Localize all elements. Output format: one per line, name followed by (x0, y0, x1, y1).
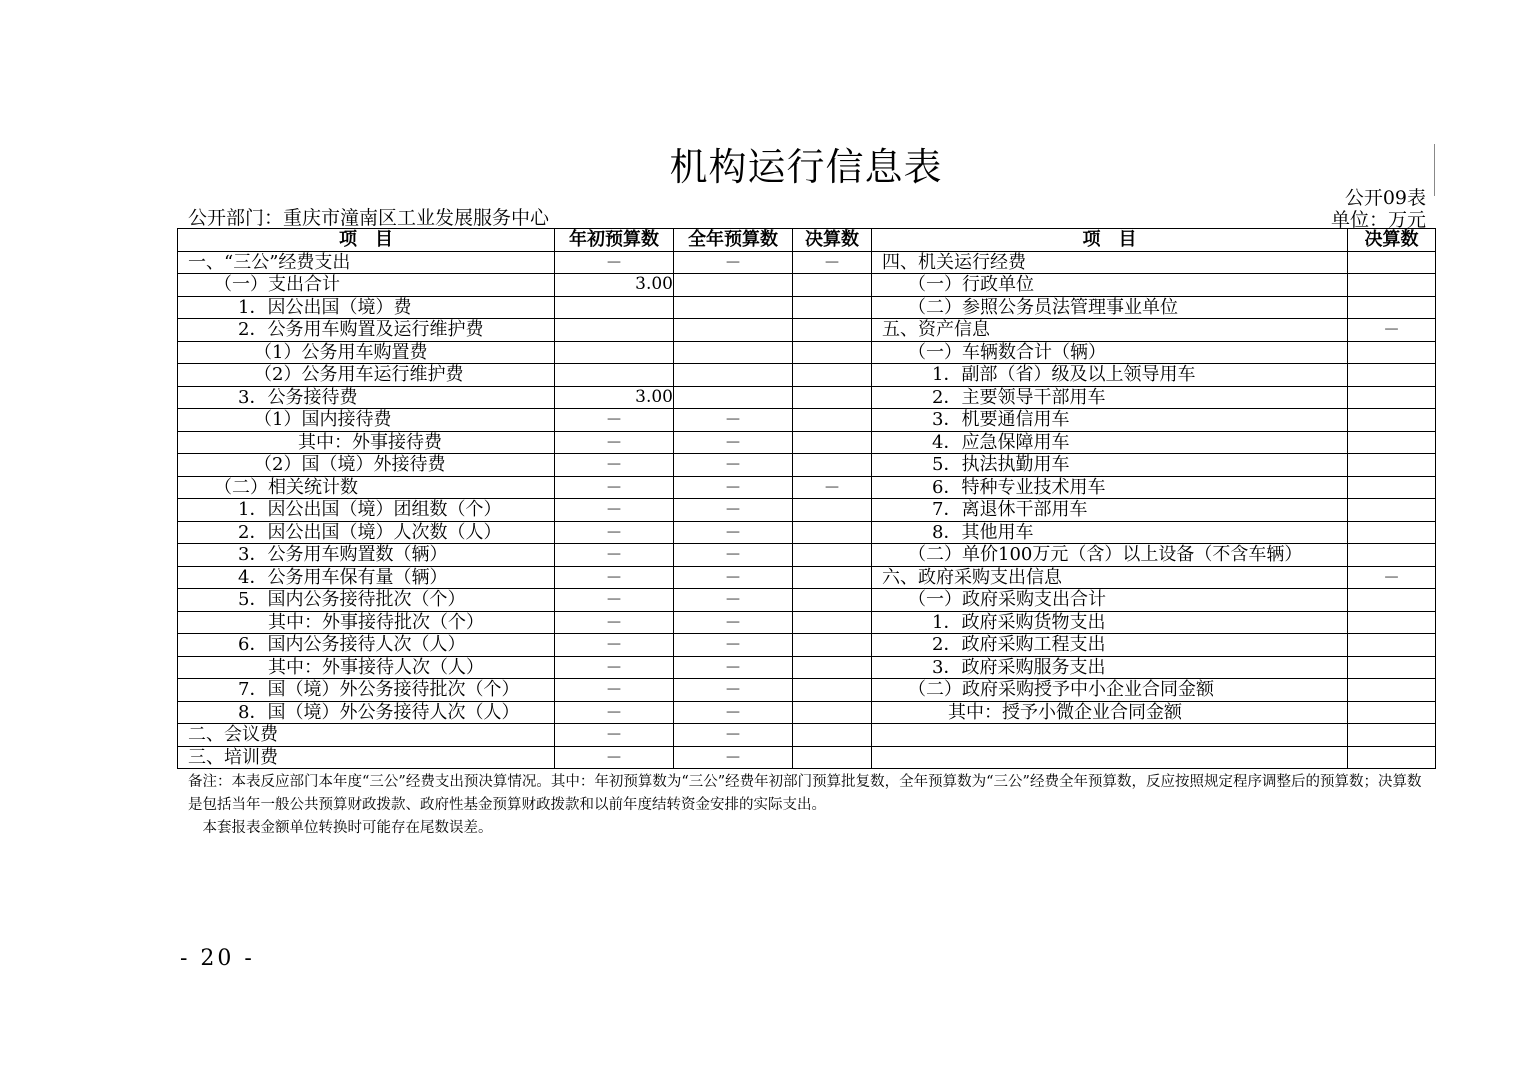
left-item-cell: 5．国内公务接待批次（个） (178, 589, 555, 612)
final-right-cell (1348, 364, 1436, 387)
right-item-cell: 5．执法执勤用车 (872, 454, 1348, 477)
table-row (178, 431, 1436, 454)
right-item-cell: 四、机关运行经费 (872, 251, 1348, 274)
table-row (178, 386, 1436, 409)
table-row (178, 544, 1436, 567)
initial-budget-cell: 3.00 (555, 386, 674, 409)
header-right-item: 项 目 (872, 229, 1348, 252)
left-item-cell: 二、会议费 (178, 724, 555, 747)
table-row (178, 319, 1436, 342)
table-row (178, 679, 1436, 702)
left-item-cell: 1．因公出国（境）费 (178, 296, 555, 319)
table-row (178, 566, 1436, 589)
final-left-cell (793, 431, 872, 454)
initial-budget-cell: — (555, 746, 674, 769)
table-row (178, 274, 1436, 297)
final-left-cell (793, 679, 872, 702)
final-left-cell (793, 296, 872, 319)
final-right-cell (1348, 521, 1436, 544)
right-item-cell: （二）参照公务员法管理事业单位 (872, 296, 1348, 319)
initial-budget-cell: — (555, 454, 674, 477)
full-budget-cell: — (674, 656, 793, 679)
info-table (177, 228, 1436, 769)
right-item-cell: 2．政府采购工程支出 (872, 634, 1348, 657)
left-item-cell: 2．因公出国（境）人次数（人） (178, 521, 555, 544)
table-row (178, 296, 1436, 319)
left-item-cell: 8．国（境）外公务接待人次（人） (178, 701, 555, 724)
right-item-cell: 8．其他用车 (872, 521, 1348, 544)
header-final-right: 决算数 (1348, 229, 1436, 252)
left-item-cell: （1）国内接待费 (178, 409, 555, 432)
header-final-left: 决算数 (793, 229, 872, 252)
initial-budget-cell: — (555, 521, 674, 544)
table-row (178, 409, 1436, 432)
initial-budget-cell: — (555, 499, 674, 522)
right-item-cell: 2．主要领导干部用车 (872, 386, 1348, 409)
right-item-cell: 6．特种专业技术用车 (872, 476, 1348, 499)
department-label: 公开部门：重庆市潼南区工业发展服务中心 (188, 207, 550, 229)
right-item-cell: （一）政府采购支出合计 (872, 589, 1348, 612)
final-left-cell (793, 746, 872, 769)
final-right-cell (1348, 431, 1436, 454)
initial-budget-cell: 3.00 (555, 274, 674, 297)
table-row (178, 701, 1436, 724)
full-budget-cell (674, 364, 793, 387)
initial-budget-cell: — (555, 431, 674, 454)
initial-budget-cell (555, 319, 674, 342)
initial-budget-cell: — (555, 566, 674, 589)
final-left-cell (793, 341, 872, 364)
header-full-budget: 全年预算数 (674, 229, 793, 252)
initial-budget-cell: — (555, 656, 674, 679)
note-rounding: 本套报表金额单位转换时可能存在尾数误差。 (188, 820, 493, 836)
final-left-cell: — (793, 476, 872, 499)
initial-budget-cell: — (555, 724, 674, 747)
notes (188, 771, 1433, 840)
full-budget-cell: — (674, 544, 793, 567)
left-item-cell: （二）相关统计数 (178, 476, 555, 499)
table-row (178, 521, 1436, 544)
initial-budget-cell: — (555, 409, 674, 432)
full-budget-cell: — (674, 409, 793, 432)
left-item-cell: 6．国内公务接待人次（人） (178, 634, 555, 657)
left-item-cell: （1）公务用车购置费 (178, 341, 555, 364)
initial-budget-cell (555, 364, 674, 387)
final-right-cell: — (1348, 319, 1436, 342)
left-item-cell: 7．国（境）外公务接待批次（个） (178, 679, 555, 702)
table-row (178, 611, 1436, 634)
page-number: - 20 - (180, 946, 255, 971)
initial-budget-cell: — (555, 476, 674, 499)
right-item-cell: （二）单价100万元（含）以上设备（不含车辆） (872, 544, 1348, 567)
left-item-cell: 其中：外事接待批次（个） (178, 611, 555, 634)
final-right-cell (1348, 251, 1436, 274)
header-left-item: 项 目 (178, 229, 555, 252)
final-right-cell (1348, 589, 1436, 612)
table-row (178, 364, 1436, 387)
right-item-cell: 六、政府采购支出信息 (872, 566, 1348, 589)
right-item-cell: （一）车辆数合计（辆） (872, 341, 1348, 364)
right-item-cell: 7．离退休干部用车 (872, 499, 1348, 522)
final-left-cell (793, 701, 872, 724)
right-item-cell: 3．机要通信用车 (872, 409, 1348, 432)
left-item-cell: 其中：外事接待费 (178, 431, 555, 454)
initial-budget-cell: — (555, 634, 674, 657)
full-budget-cell: — (674, 634, 793, 657)
final-right-cell (1348, 341, 1436, 364)
right-item-cell (872, 724, 1348, 747)
right-item-cell: 4．应急保障用车 (872, 431, 1348, 454)
final-left-cell (793, 274, 872, 297)
final-right-cell (1348, 454, 1436, 477)
final-left-cell (793, 499, 872, 522)
initial-budget-cell: — (555, 544, 674, 567)
table-row (178, 589, 1436, 612)
right-item-cell (872, 746, 1348, 769)
full-budget-cell (674, 341, 793, 364)
final-right-cell (1348, 746, 1436, 769)
final-right-cell (1348, 476, 1436, 499)
initial-budget-cell: — (555, 701, 674, 724)
full-budget-cell: — (674, 566, 793, 589)
final-left-cell (793, 611, 872, 634)
final-left-cell (793, 521, 872, 544)
initial-budget-cell (555, 341, 674, 364)
table-row (178, 251, 1436, 274)
final-left-cell (793, 656, 872, 679)
table-row (178, 724, 1436, 747)
final-left-cell (793, 566, 872, 589)
left-item-cell: 2．公务用车购置及运行维护费 (178, 319, 555, 342)
final-left-cell: — (793, 251, 872, 274)
full-budget-cell: — (674, 251, 793, 274)
final-right-cell (1348, 296, 1436, 319)
table-code: 公开09表 (1344, 187, 1426, 209)
full-budget-cell: — (674, 746, 793, 769)
full-budget-cell: — (674, 521, 793, 544)
table-row (178, 634, 1436, 657)
final-right-cell (1348, 611, 1436, 634)
final-right-cell (1348, 679, 1436, 702)
full-budget-cell: — (674, 454, 793, 477)
left-item-cell: （2）公务用车运行维护费 (178, 364, 555, 387)
final-left-cell (793, 364, 872, 387)
table-row (178, 341, 1436, 364)
final-right-cell (1348, 409, 1436, 432)
left-item-cell: 一、“三公”经费支出 (178, 251, 555, 274)
right-item-cell: 其中：授予小微企业合同金额 (872, 701, 1348, 724)
full-budget-cell (674, 386, 793, 409)
final-right-cell (1348, 701, 1436, 724)
left-item-cell: 3．公务接待费 (178, 386, 555, 409)
right-item-cell: （一）行政单位 (872, 274, 1348, 297)
left-item-cell: 1．因公出国（境）团组数（个） (178, 499, 555, 522)
left-item-cell: 4．公务用车保有量（辆） (178, 566, 555, 589)
final-right-cell (1348, 274, 1436, 297)
note-remark: 备注：本表反应部门本年度“三公”经费支出预决算情况。其中：年初预算数为“三公”经费年初部门预算批复数，全年预算数为“三公”经费全年预算数，反应按照规定程序调整后的预算数；决算数是包括当年一般公共预算财政拨款、政府性基金预算财政拨款和以前年度结转资金安排的实际支出。 (188, 774, 1422, 813)
full-budget-cell: — (674, 724, 793, 747)
table-row (178, 454, 1436, 477)
table-row (178, 656, 1436, 679)
final-left-cell (793, 319, 872, 342)
final-left-cell (793, 544, 872, 567)
right-item-cell: 3．政府采购服务支出 (872, 656, 1348, 679)
right-item-cell: 1．政府采购货物支出 (872, 611, 1348, 634)
final-left-cell (793, 386, 872, 409)
header-initial-budget: 年初预算数 (555, 229, 674, 252)
final-right-cell (1348, 724, 1436, 747)
right-item-cell: （二）政府采购授予中小企业合同金额 (872, 679, 1348, 702)
table-row (178, 746, 1436, 769)
right-item-cell: 五、资产信息 (872, 319, 1348, 342)
full-budget-cell (674, 296, 793, 319)
table-row (178, 476, 1436, 499)
initial-budget-cell: — (555, 611, 674, 634)
final-left-cell (793, 589, 872, 612)
initial-budget-cell (555, 296, 674, 319)
right-item-cell: 1．副部（省）级及以上领导用车 (872, 364, 1348, 387)
full-budget-cell: — (674, 476, 793, 499)
page-title: 机构运行信息表 (669, 145, 943, 189)
initial-budget-cell: — (555, 679, 674, 702)
full-budget-cell: — (674, 431, 793, 454)
left-item-cell: 其中：外事接待人次（人） (178, 656, 555, 679)
left-item-cell: （2）国（境）外接待费 (178, 454, 555, 477)
final-right-cell (1348, 386, 1436, 409)
left-item-cell: 3．公务用车购置数（辆） (178, 544, 555, 567)
left-item-cell: （一）支出合计 (178, 274, 555, 297)
unit-label: 单位：万元 (1330, 209, 1426, 231)
full-budget-cell: — (674, 701, 793, 724)
left-item-cell: 三、培训费 (178, 746, 555, 769)
full-budget-cell: — (674, 499, 793, 522)
full-budget-cell: — (674, 589, 793, 612)
final-right-cell: — (1348, 566, 1436, 589)
final-left-cell (793, 634, 872, 657)
full-budget-cell (674, 274, 793, 297)
table-row (178, 499, 1436, 522)
full-budget-cell: — (674, 679, 793, 702)
full-budget-cell: — (674, 611, 793, 634)
final-left-cell (793, 724, 872, 747)
final-right-cell (1348, 544, 1436, 567)
initial-budget-cell: — (555, 589, 674, 612)
full-budget-cell (674, 319, 793, 342)
initial-budget-cell: — (555, 251, 674, 274)
final-left-cell (793, 454, 872, 477)
final-right-cell (1348, 634, 1436, 657)
final-left-cell (793, 409, 872, 432)
final-right-cell (1348, 656, 1436, 679)
header-row (178, 229, 1436, 252)
final-right-cell (1348, 499, 1436, 522)
